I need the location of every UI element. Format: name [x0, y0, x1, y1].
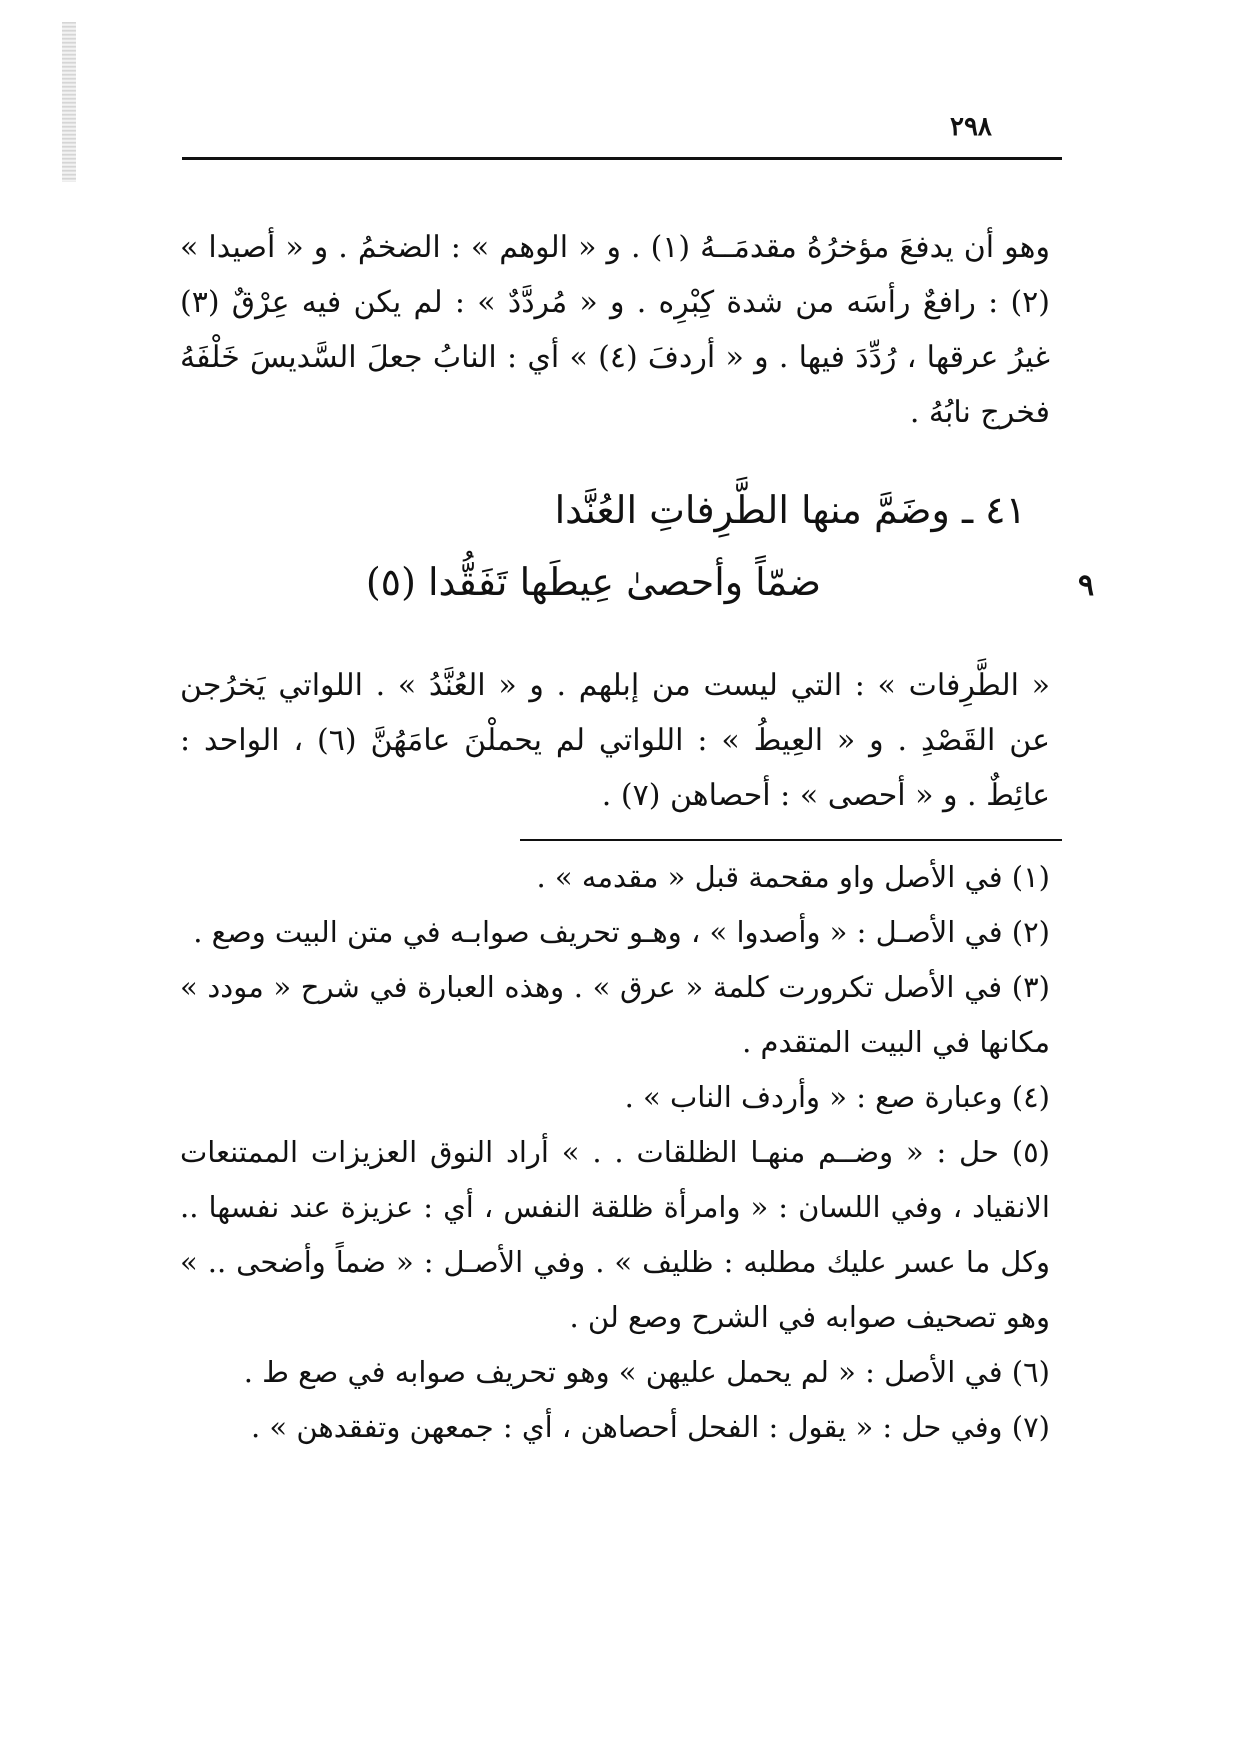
main-text: وهو أن يدفعَ مؤخرُهُ مقدمَــهُ (١) . و « الوهم » : الضخمُ . و « أصيدا » (٢) : رافعٌ رأسَه من شدة كِبْرِه . و « مُردَّدٌ » : لم يكن فيه عِرْقٌ (٣) غيرُ عرقها ، رُدِّدَ فيها . و « أردفَ (٤) » أي : النابُ جعلَ السَّديسَ خَلْفَهُ فخرج نابُهُ .	[180, 230, 1050, 430]
scan-edge-artifact	[62, 22, 76, 182]
footnote-5: (٥) حل : « وضــم منهـا الظلقات . . » أراد النوق العزيزات الممتنعات الانقياد ، وفي اللسان : « وامرأة ظلقة النفس ، أي : عزيزة عند نفسها .. وكل ما عسر عليك مطلبه : ظليف » . وفي الأصـل : « ضماً وأضحى .. » وهو تصحيف صوابه في الشرح وصع لن .	[180, 1135, 1050, 1334]
page-number: ٢٩٨	[950, 112, 992, 142]
footnote-1: (١) في الأصل واو مقحمة قبل « مقدمه » .	[536, 860, 1050, 894]
footnote-rule	[520, 839, 1062, 841]
footnote-3: (٣) في الأصل تكرورت كلمة « عرق » . وهذه العبارة في شرح « مودد » مكانها في البيت المتقدم .	[180, 970, 1050, 1059]
header-rule	[182, 157, 1062, 160]
verse-line-2: ضمّاً وأحصىٰ عِيطَها تَفَقُّدا (٥)	[365, 560, 821, 604]
verse-gloss: « الطَّرِفات » : التي ليست من إبلهم . و « العُنَّدُ » . اللواتي يَخرُجن عن القَصْدِ . و « العِيطُ » : اللواتي لم يحملْنَ عامَهُنَّ (٦) ، الواحد : عائِطٌ . و « أحصى » : أحصاهن (٧) .	[180, 668, 1051, 813]
footnote-4: (٤) وعبارة صع : « وأردف الناب » .	[624, 1080, 1050, 1114]
footnote-2: (٢) في الأصـل : « وأصدوا » ، وهـو تحريف صوابـه في متن البيت وصع .	[193, 915, 1050, 949]
footnote-6: (٦) في الأصل : « لم يحمل عليهن » وهو تحريف صوابه في صع ط .	[243, 1355, 1050, 1389]
margin-line-number: ٩	[1078, 568, 1095, 603]
verse-line-1: ٤١ ـ وضَمَّ منها الطَّرِفاتِ العُنَّدا	[554, 488, 1026, 532]
footnotes	[180, 850, 1050, 1455]
footnote-7: (٧) وفي حل : « يقول : الفحل أحصاهن ، أي : جمعهن وتفقدهن » .	[250, 1410, 1050, 1444]
